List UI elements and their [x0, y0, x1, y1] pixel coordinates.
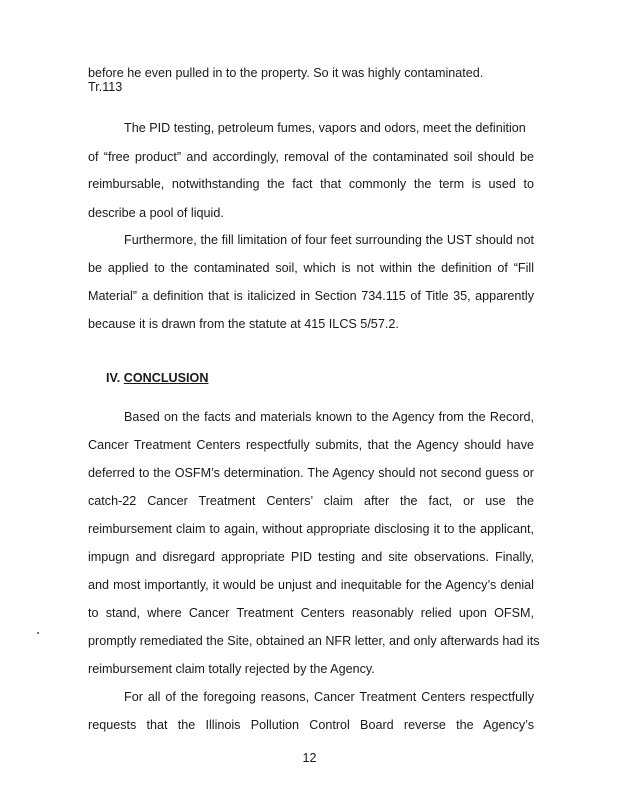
text-line: describe a pool of liquid. — [88, 206, 224, 220]
text-line: Material” a definition that is italicized in Section 734.115 of Title 35, apparently — [88, 289, 534, 303]
text-line: Tr.113 — [88, 80, 123, 94]
text-line: Cancer Treatment Centers respectfully submits, that the Agency should have — [88, 438, 534, 452]
text-line: be applied to the contaminated soil, which is not within the definition of “Fill — [88, 261, 534, 275]
text-line: impugn and disregard appropriate PID testing and site observations. Finally, — [88, 550, 534, 564]
text-line: reimbursable, notwithstanding the fact that commonly the term is used to — [88, 177, 534, 191]
section-heading — [106, 371, 208, 386]
scan-mark — [37, 632, 39, 634]
text-line: reimbursement claim to again, without appropriate disclosing it to the applicant, — [88, 522, 534, 536]
paragraph-first-line: Based on the facts and materials known to the Agency from the Record, — [124, 410, 534, 424]
text-line: requests that the Illinois Pollution Control Board reverse the Agency’s — [88, 718, 534, 732]
text-line: promptly remediated the Site, obtained an NFR letter, and only afterwards had its — [88, 634, 540, 648]
text-line: of “free product” and accordingly, removal of the contaminated soil should be — [88, 150, 534, 164]
text-line: catch-22 Cancer Treatment Centers’ claim after the fact, or use the — [88, 494, 534, 508]
text-line: before he even pulled in to the property. So it was highly contaminated. — [88, 66, 484, 80]
page-number: 12 — [302, 751, 317, 765]
text-line: because it is drawn from the statute at 415 ILCS 5/57.2. — [88, 317, 399, 331]
paragraph-first-line: For all of the foregoing reasons, Cancer Treatment Centers respectfully — [124, 690, 534, 704]
text-line: to stand, where Cancer Treatment Centers reasonably relied upon OFSM, — [88, 606, 534, 620]
section-title: CONCLUSION — [123, 371, 209, 385]
paragraph-first-line: The PID testing, petroleum fumes, vapors and odors, meet the definition — [124, 121, 526, 135]
text-line: reimbursement claim totally rejected by the Agency. — [88, 662, 375, 676]
text-line: and most importantly, it would be unjust and inequitable for the Agency’s denial — [88, 578, 534, 592]
paragraph-first-line: Furthermore, the fill limitation of four feet surrounding the UST should not — [124, 233, 534, 247]
text-line: deferred to the OSFM’s determination. The Agency should not second guess or — [88, 466, 534, 480]
section-number: IV. — [106, 371, 121, 385]
